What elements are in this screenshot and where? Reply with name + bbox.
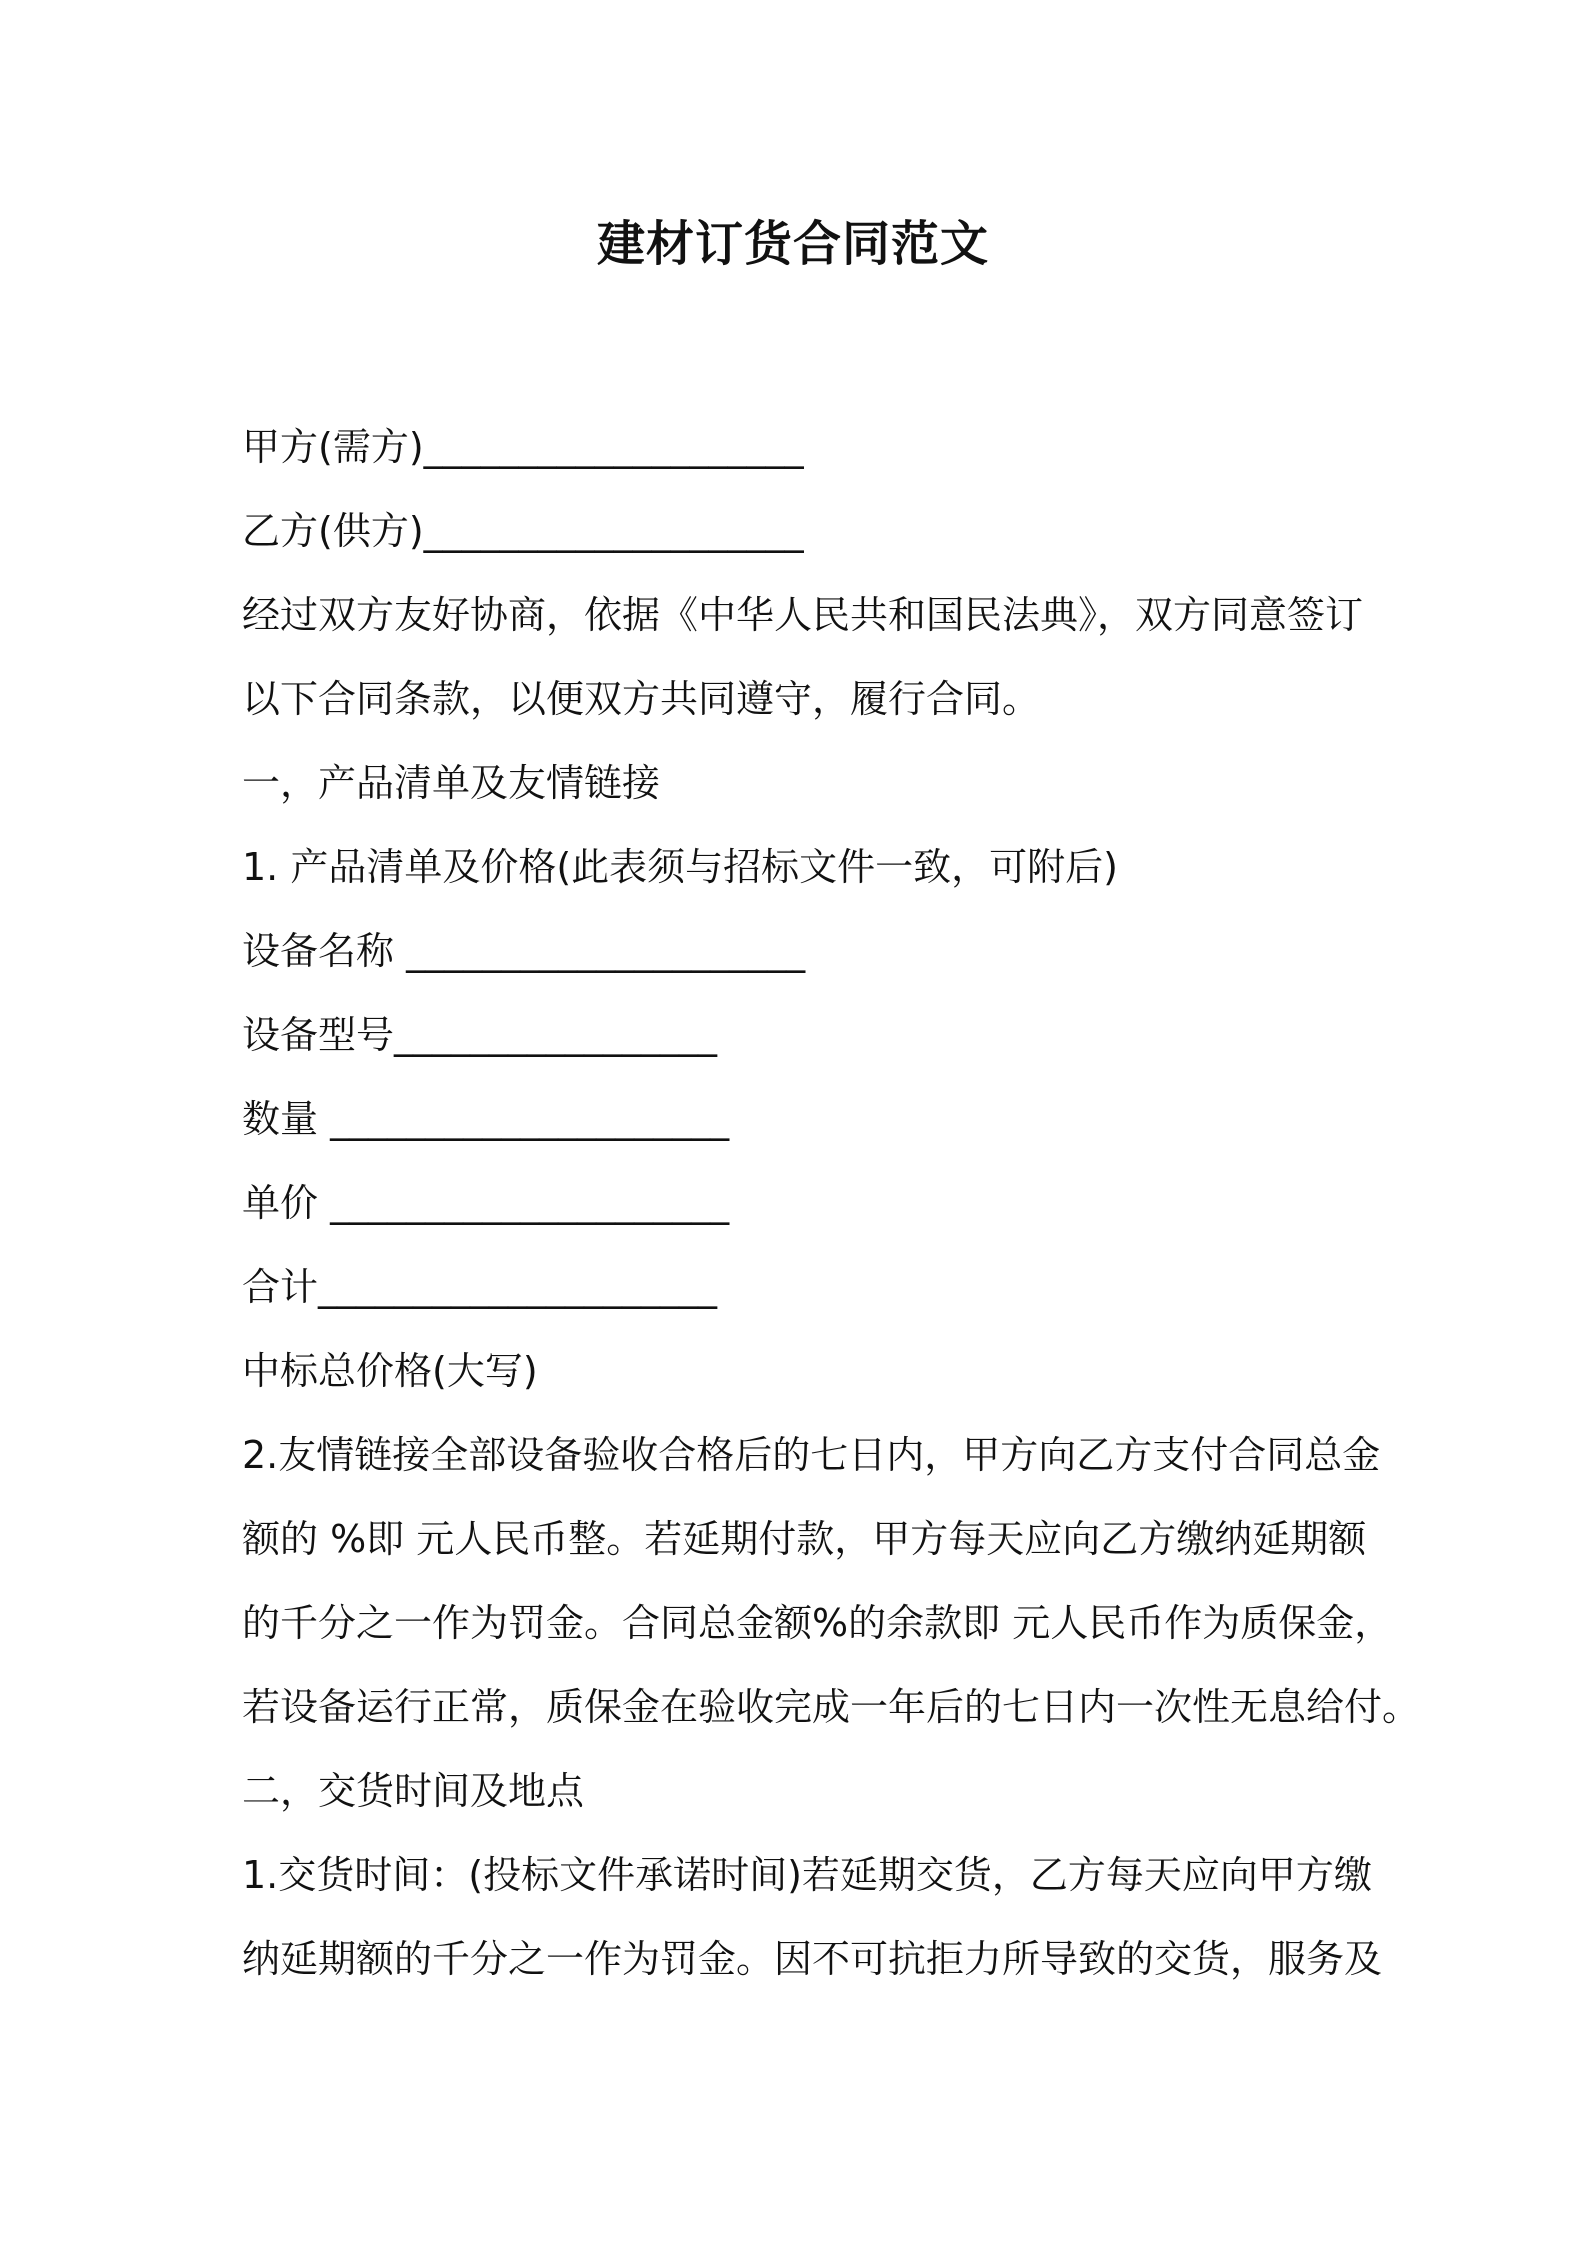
payment-clause-line: 额的 %即 元人民币整。若延期付款，甲方每天应向乙方缴纳延期额 bbox=[242, 1517, 1367, 1561]
intro-paragraph-line: 以下合同条款，以便双方共同遵守，履行合同。 bbox=[242, 677, 1041, 721]
section-heading-2: 二，交货时间及地点 bbox=[242, 1769, 585, 1813]
winning-bid-total-line: 中标总价格(大写) bbox=[242, 1349, 538, 1393]
document-title: 建材订货合同范文 bbox=[596, 216, 989, 272]
party-a-line: 甲方(需方)____________________ bbox=[242, 425, 804, 469]
quantity-field: 数量 _____________________ bbox=[242, 1097, 730, 1141]
intro-paragraph-line: 经过双方友好协商，依据《中华人民共和国民法典》，双方同意签订 bbox=[242, 593, 1364, 637]
equipment-name-field: 设备名称 _____________________ bbox=[242, 929, 806, 973]
delivery-time-line: 1.交货时间：(投标文件承诺时间)若延期交货，乙方每天应向甲方缴 bbox=[242, 1853, 1372, 1897]
payment-clause-line: 的千分之一作为罚金。合同总金额%的余款即 元人民币作为质保金， bbox=[242, 1601, 1393, 1645]
payment-clause-line: 若设备运行正常，质保金在验收完成一年后的七日内一次性无息给付。 bbox=[242, 1685, 1421, 1729]
unit-price-field: 单价 _____________________ bbox=[242, 1181, 730, 1225]
total-field: 合计_____________________ bbox=[242, 1265, 718, 1309]
clause-1-1-heading: 1. 产品清单及价格(此表须与招标文件一致，可附后) bbox=[242, 845, 1118, 889]
equipment-model-field: 设备型号_________________ bbox=[242, 1013, 718, 1057]
payment-clause-line: 2.友情链接全部设备验收合格后的七日内，甲方向乙方支付合同总金 bbox=[242, 1433, 1381, 1477]
delivery-time-line: 纳延期额的千分之一作为罚金。因不可抗拒力所导致的交货，服务及 bbox=[242, 1937, 1383, 1981]
section-heading-1: 一，产品清单及友情链接 bbox=[242, 761, 661, 805]
document-body bbox=[242, 405, 1421, 2001]
party-b-line: 乙方(供方)____________________ bbox=[242, 509, 804, 553]
